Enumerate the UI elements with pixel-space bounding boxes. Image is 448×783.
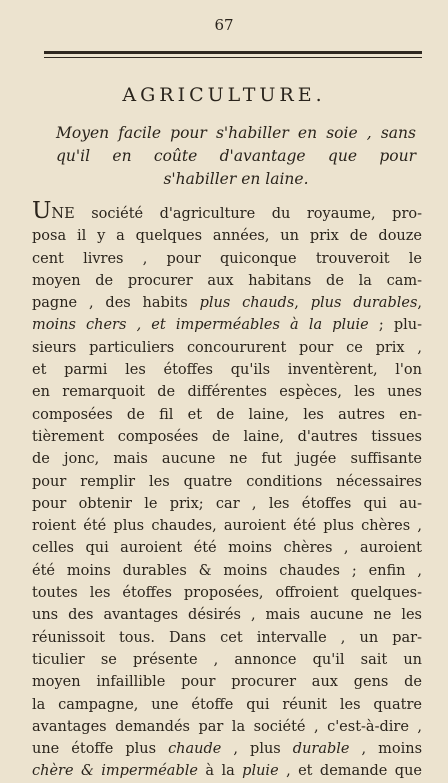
body-line: pour obtenir le prix; car , les étoffes qui au- [32, 495, 422, 512]
emphasis-text: moins chers [32, 317, 127, 334]
body-line-text: NE société d'agriculture du royaume, pro- [51, 206, 422, 222]
body-line: de jonc, mais aucune ne fut jugée suffisante [32, 451, 422, 468]
section-title: AGRICULTURE. [122, 84, 326, 106]
body-line: celles qui auroient été moins chères , auroient [32, 540, 422, 557]
emphasis-text: durable [292, 741, 350, 758]
body-line: moyen infaillible pour procurer aux gens de [32, 674, 422, 691]
header-rule-thin [44, 57, 422, 58]
body-line-text: ; plu- [378, 317, 422, 334]
body-line: posa il y a quelques années, un prix de douze [32, 228, 422, 245]
body-line: et parmi les étoffes qu'ils inventèrent, l'on [32, 362, 422, 379]
body-line [32, 198, 422, 225]
body-line: en remarquoit de différentes espèces, les unes [32, 384, 422, 401]
body-line-text: une étoffe plus [32, 741, 157, 758]
body-line [32, 738, 422, 760]
body-line [32, 292, 422, 314]
header-rule-thick [44, 51, 422, 54]
body-line-text: , moins [361, 741, 423, 758]
body-line-text: à la [205, 763, 235, 780]
page-number: 67 [214, 16, 234, 34]
emphasis-text: chaude [168, 741, 222, 758]
body-line: avantages demandés par la société , c'est-à-dire , [32, 718, 422, 735]
body-text [32, 198, 423, 783]
body-line: sieurs particuliers concoururent pour ce prix , [32, 339, 422, 356]
subtitle-line: Moyen facile pour s'habiller en soie , sans [56, 124, 416, 142]
body-line: réunissoit tous. Dans cet intervalle , un par- [32, 629, 422, 646]
article-subtitle [56, 122, 416, 191]
body-line: roient été plus chaudes, auroient été plus chères , [32, 518, 422, 535]
emphasis-text: imperméables à la pluie [175, 317, 369, 334]
body-line [32, 314, 422, 336]
body-line-text: , [417, 295, 423, 312]
subtitle-line: s'habiller en laine. [163, 170, 309, 188]
body-line: uns des avantages désirés , mais aucune ne les [32, 607, 422, 624]
subtitle-line: qu'il en coûte d'avantage que pour [56, 147, 416, 165]
body-line-text: , [294, 295, 299, 312]
body-line-text: , plus [233, 741, 281, 758]
body-line: cent livres , pour quiconque trouveroit le [32, 250, 422, 267]
emphasis-text: plus durables [310, 295, 418, 312]
emphasis-text: pluie [242, 763, 279, 780]
emphasis-text: , et [136, 317, 166, 334]
drop-initial: U [32, 198, 52, 224]
body-line: la campagne, une étoffe qui réunit les quatre [32, 696, 422, 713]
body-line-text: pagne , des habits [32, 295, 188, 312]
body-line-text: , et demande que [286, 763, 423, 780]
body-line [32, 760, 422, 782]
body-line: moyen de procurer aux habitans de la cam- [32, 272, 422, 289]
body-line: ticulier se présente , annonce qu'il sait un [32, 651, 422, 668]
emphasis-text: plus chauds [199, 295, 295, 312]
emphasis-text: chère & imperméable [32, 763, 198, 780]
body-line: été moins durables & moins chaudes ; enfin , [32, 562, 422, 579]
body-line: tièrement composées de laine, d'autres tissues [32, 428, 422, 445]
body-line: composées de fil et de laine, les autres en- [32, 406, 422, 423]
body-line: toutes les étoffes proposées, offroient quelques- [32, 585, 422, 602]
body-line: pour remplir les quatre conditions nécessaires [32, 473, 422, 490]
